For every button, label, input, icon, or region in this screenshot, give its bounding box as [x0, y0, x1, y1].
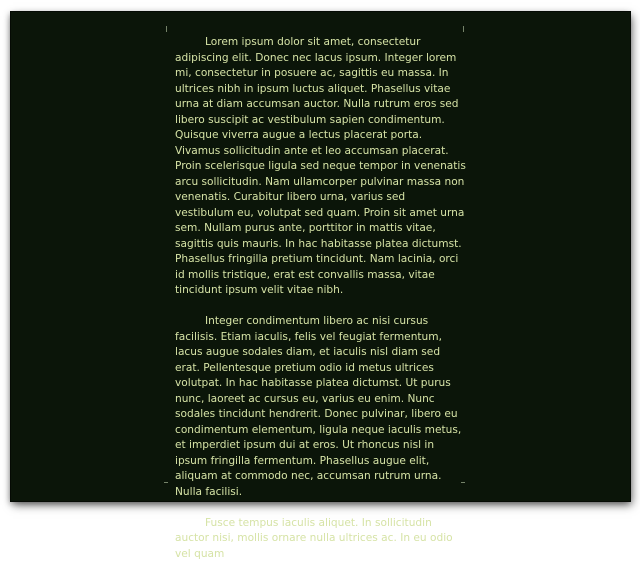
document-body[interactable] [175, 35, 467, 485]
paragraph-2: Integer condimentum libero ac nisi cursus facilisis. Etiam iaculis, felis vel feugiat fermentum, lacus augue sodales diam, et iaculis nisl diam sed erat. Pellentesque pretium odio id metus ultrices volutpat. In hac habitasse platea dictumst. Ut purus nunc, laoreet ac cursus eu, varius eu enim. Nunc sodales tincidunt hendrerit. Donec pulvinar, libero eu condimentum elementum, ligula neque iaculis metus, et imperdiet ipsum dui at eros. Ut rhoncus nisl in ipsum fringilla fermentum. Phasellus augue elit, aliquam at commodo nec, accumsan rutrum urna. Nulla facilisi. [175, 314, 467, 500]
crop-mark-bottom-left [164, 482, 168, 483]
crop-mark-top-right [463, 26, 464, 32]
paragraph-3: Fusce tempus iaculis aliquet. In sollicitudin auctor nisi, mollis ornare nulla ultrices ac. In eu odio vel quam [175, 516, 467, 562]
paragraph-1: Lorem ipsum dolor sit amet, consectetur adipiscing elit. Donec nec lacus ipsum. Integer lorem mi, consectetur in posuere ac, sagittis eu massa. In ultrices nibh in ipsum luctus aliquet. Phasellus vitae urna at diam accumsan auctor. Nulla rutrum eros sed libero suscipit ac vestibulum sapien condimentum. Quisque viverra augue a lectus placerat porta. Vivamus sollicitudin ante et leo accumsan placerat. Proin scelerisque ligula sed neque tempor in venenatis arcu sollicitudin. Nam ullamcorper pulvinar massa non venenatis. Curabitur libero urna, varius sed vestibulum eu, volutpat sed quam. Proin sit amet urna sem. Nullam purus ante, porttitor in mattis vitae, sagittis quis mauris. In hac habitasse platea dictumst. Phasellus fringilla pretium tincidunt. Nam lacinia, orci id mollis tristique, erat est convallis massa, vitae tincidunt ipsum velit vitae nibh. [175, 35, 467, 299]
crop-mark-top-left [166, 26, 167, 32]
document-window [11, 12, 630, 501]
